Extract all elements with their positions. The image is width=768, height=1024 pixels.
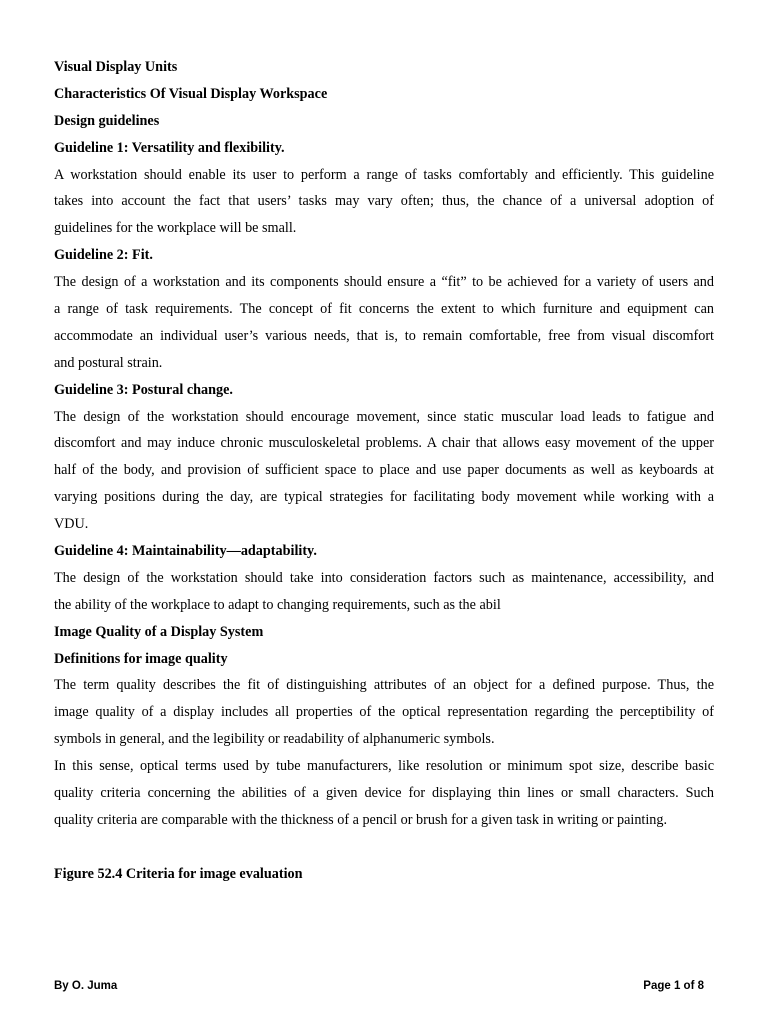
paragraph-line: The term quality describes the fit of distinguishing attributes of an object for a defined purpose. Thus, the (54, 677, 714, 694)
paragraph-line: the ability of the workplace to adapt to changing requirements, such as the abil (54, 596, 501, 613)
definitions-paragraph-2 (54, 753, 714, 834)
guideline2-heading: Guideline 2: Fit. (54, 247, 153, 264)
guideline2-paragraph (54, 269, 714, 377)
footer-page-number: Page 1 of 8 (643, 980, 704, 992)
paragraph-line: The design of the workstation should encourage movement, since static muscular load leads to fatigue and (54, 408, 714, 425)
subsection-heading: Design guidelines (54, 112, 160, 129)
definitions-heading: Definitions for image quality (54, 650, 228, 667)
paragraph-line: A workstation should enable its user to perform a range of tasks comfortably and efficiently. This guideline (54, 166, 714, 183)
paragraph-line: image quality of a display includes all properties of the optical representation regarding the perceptibility of (54, 704, 714, 721)
paragraph-line: varying positions during the day, are typical strategies for facilitating body movement while working with a (54, 489, 714, 506)
paragraph-line: guidelines for the workplace will be small. (54, 220, 297, 237)
guideline1-heading: Guideline 1: Versatility and flexibility. (54, 139, 285, 156)
definitions-paragraph-1 (54, 672, 714, 753)
paragraph-line: The design of a workstation and its components should ensure a “fit” to be achieved for a variety of users and (54, 274, 714, 291)
guideline3-paragraph (54, 404, 714, 538)
paragraph-line: accommodate an individual user’s various needs, that is, to remain comfortable, free from visual discomfort (54, 327, 714, 344)
page-content (54, 54, 714, 888)
paragraph-line: and postural strain. (54, 354, 163, 371)
paragraph-line: The design of the workstation should take into consideration factors such as maintenance, accessibility, and (54, 569, 714, 586)
paragraph-line: quality criteria concerning the abilities of a given device for displaying thin lines or small characters. Such (54, 785, 714, 802)
paragraph-line: discomfort and may induce chronic musculoskeletal problems. A chair that allows easy movement of the upper (54, 435, 714, 452)
paragraph-line: VDU. (54, 516, 89, 533)
paragraph-line: takes into account the fact that users’ tasks may vary often; thus, the chance of a universal adoption of (54, 193, 714, 210)
figure-caption: Figure 52.4 Criteria for image evaluation (54, 865, 303, 882)
paragraph-line: quality criteria are comparable with the thickness of a pencil or brush for a given task in writing or painting. (54, 811, 668, 828)
guideline1-paragraph (54, 162, 714, 243)
paragraph-line: symbols in general, and the legibility or readability of alphanumeric symbols. (54, 731, 495, 748)
document-title: Visual Display Units (54, 59, 178, 75)
paragraph-line: a range of task requirements. The concept of fit concerns the extent to which furniture and equipment can (54, 301, 714, 318)
paragraph-line: In this sense, optical terms used by tube manufacturers, like resolution or minimum spot size, describe basic (54, 758, 714, 775)
guideline4-paragraph (54, 565, 714, 619)
guideline4-heading: Guideline 4: Maintainability—adaptability. (54, 543, 317, 560)
blank-line (54, 834, 714, 861)
guideline3-heading: Guideline 3: Postural change. (54, 381, 233, 398)
paragraph-line: half of the body, and provision of sufficient space to place and use paper documents as well as keyboards at (54, 462, 714, 479)
image-quality-heading: Image Quality of a Display System (54, 623, 264, 640)
footer-author: By O. Juma (54, 980, 118, 992)
section-heading: Characteristics Of Visual Display Workspace (54, 85, 328, 102)
